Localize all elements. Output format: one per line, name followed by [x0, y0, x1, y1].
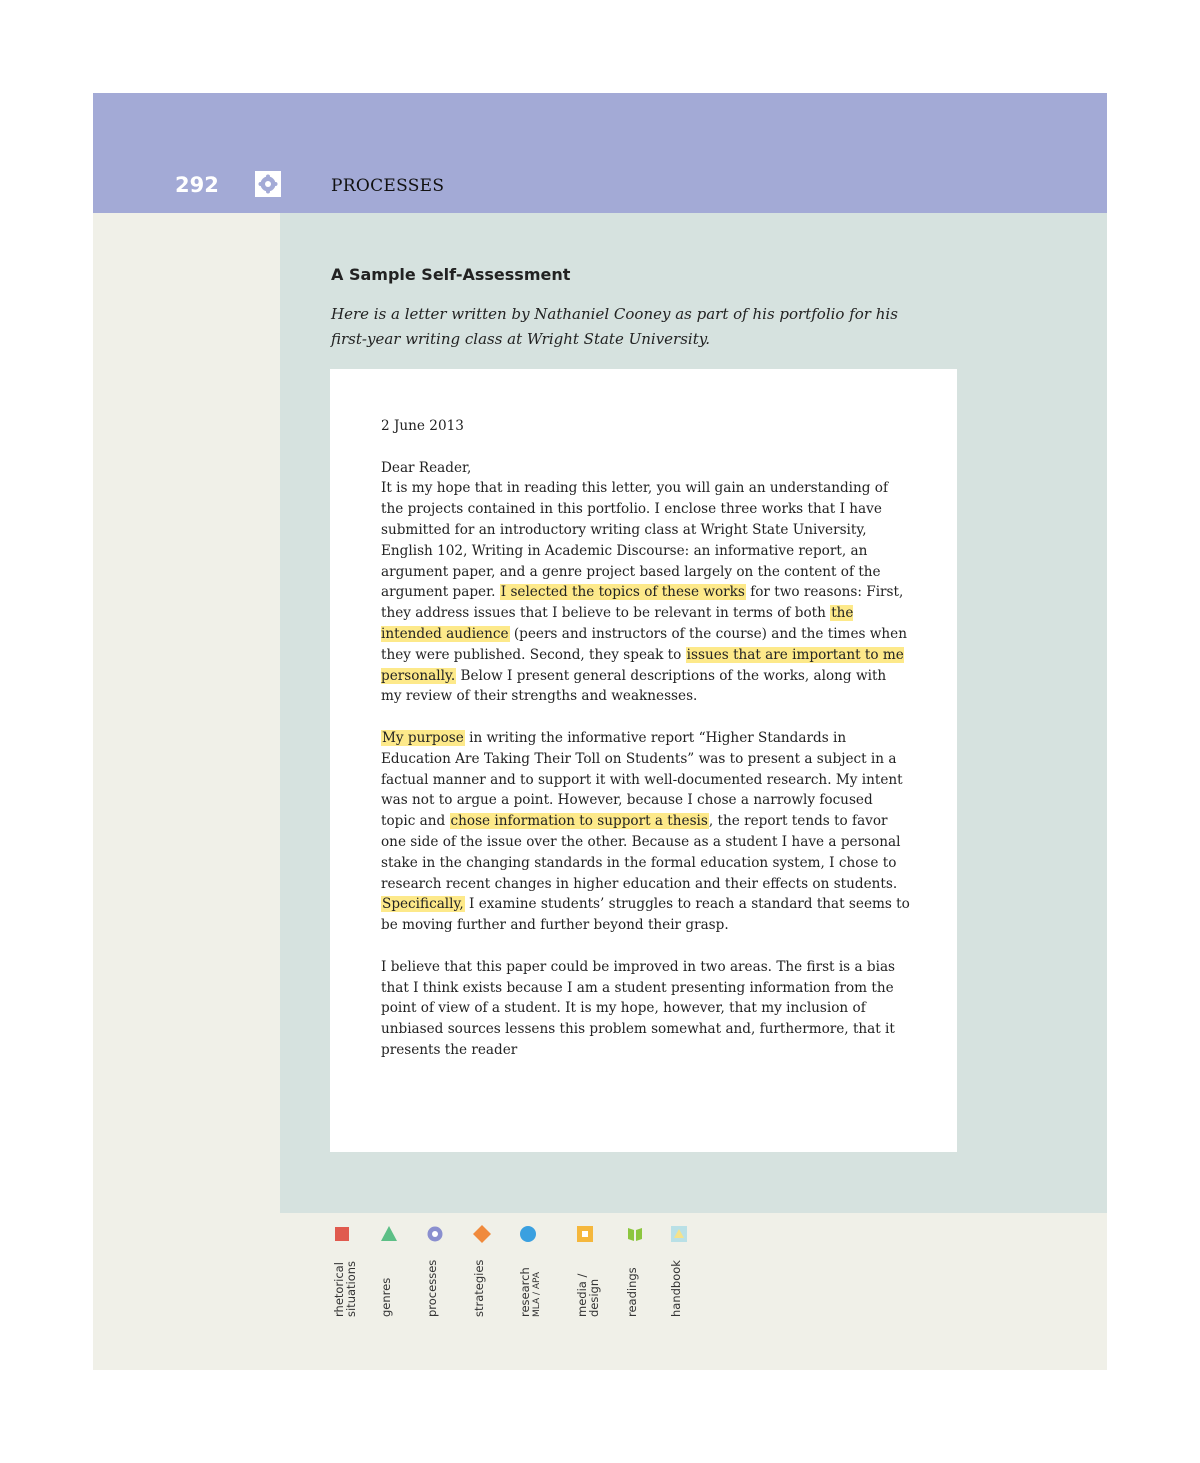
page-number: 292 [175, 173, 219, 197]
orange-diamond-icon [473, 1225, 491, 1243]
nav-genres[interactable] [380, 1225, 420, 1335]
highlight: chose information to support a thesis [450, 813, 708, 830]
content-area [280, 213, 1107, 1213]
nav-research[interactable] [519, 1225, 559, 1335]
handbook-icon [670, 1225, 688, 1243]
nav-label: processes [425, 1259, 439, 1317]
highlight: My purpose [382, 729, 464, 746]
blue-circle-icon [519, 1225, 537, 1243]
nav-readings[interactable] [626, 1225, 666, 1335]
nav-label: strategies [472, 1259, 486, 1317]
red-square-icon [333, 1225, 351, 1243]
processes-icon [255, 171, 281, 197]
nav-media-design[interactable] [576, 1225, 616, 1335]
text-run: (peers and instructors of the course) and the times when they were published. Second, they speak to [381, 625, 907, 663]
text-run: , the report tends to favor one side of the issue over the other. Because as a student I have a personal stake in the changing standards in the formal education system, I chose to research recent changes in higher education and their effects on students. [381, 813, 901, 892]
nav-label: genres [379, 1277, 393, 1317]
paragraph-3: I believe that this paper could be improved in two areas. The first is a bias that I think exists because I am a student presenting information from the point of view of a student. It is my hope, however, that my inclusion of unbiased sources lessens this problem somewhat and, furthermore, that it presents the reader [381, 958, 896, 1058]
green-book-icon [626, 1225, 644, 1243]
nav-label: handbook [669, 1260, 683, 1317]
letter-body [381, 416, 911, 1061]
section-title: PROCESSES [331, 176, 445, 196]
letter-date: 2 June 2013 [381, 418, 464, 434]
nav-handbook[interactable] [670, 1225, 710, 1335]
highlight: Specifically, [382, 896, 464, 913]
text-run: I examine students’ struggles to reach a standard that seems to be moving further and further beyond their grasp. [381, 896, 910, 934]
nav-label: readings [625, 1267, 639, 1317]
nav-rhetorical-situations[interactable] [333, 1225, 373, 1335]
highlight: issues that are important to me personally. [381, 646, 904, 684]
nav-label: research [518, 1267, 532, 1317]
yellow-frame-icon [576, 1225, 594, 1243]
text-run: Below I present general descriptions of the works, along with my review of their strengths and weaknesses. [381, 667, 887, 705]
nav-processes[interactable] [426, 1225, 466, 1335]
paragraph-2 [381, 728, 911, 936]
text-run: for two reasons: First, they address issues that I believe to be relevant in terms of both [381, 584, 904, 622]
book-page [93, 93, 1107, 1370]
intro-text: Here is a letter written by Nathaniel Cooney as part of his portfolio for his first-year writing class at Wright State University. [331, 305, 898, 348]
nav-label: media / [575, 1273, 589, 1317]
text-run: It is my hope that in reading this letter, you will gain an understanding of the projects contained in this portfolio. I enclose three works that I have submitted for an introductory writing class at Wright State University, English 102, Writing in Academic Discourse: an informative report, an argument paper, and a genre project based largely on the content of the argument paper. [381, 480, 889, 601]
purple-gear-icon [426, 1225, 444, 1243]
text-run: in writing the informative report “Higher Standards in Education Are Taking Their Toll on Students” was to present a subject in a factual manner and to support it with well-documented research. My intent was not to argue a point. However, because I chose a narrowly focused topic and [381, 729, 903, 830]
nav-label: design [587, 1278, 601, 1317]
highlight: I selected the topics of these works [500, 584, 745, 601]
green-triangle-icon [380, 1225, 398, 1243]
highlight: the intended audience [381, 605, 854, 642]
letter-salutation: Dear Reader, [381, 459, 472, 476]
paragraph-1 [381, 478, 911, 707]
section-heading: A Sample Self-Assessment [331, 265, 571, 284]
page-header [93, 93, 1107, 213]
letter-box [330, 369, 957, 1152]
nav-strategies[interactable] [473, 1225, 513, 1335]
nav-label: MLA / APA [532, 1271, 542, 1317]
nav-label: rhetorical [332, 1262, 346, 1317]
nav-label: situations [344, 1260, 358, 1317]
